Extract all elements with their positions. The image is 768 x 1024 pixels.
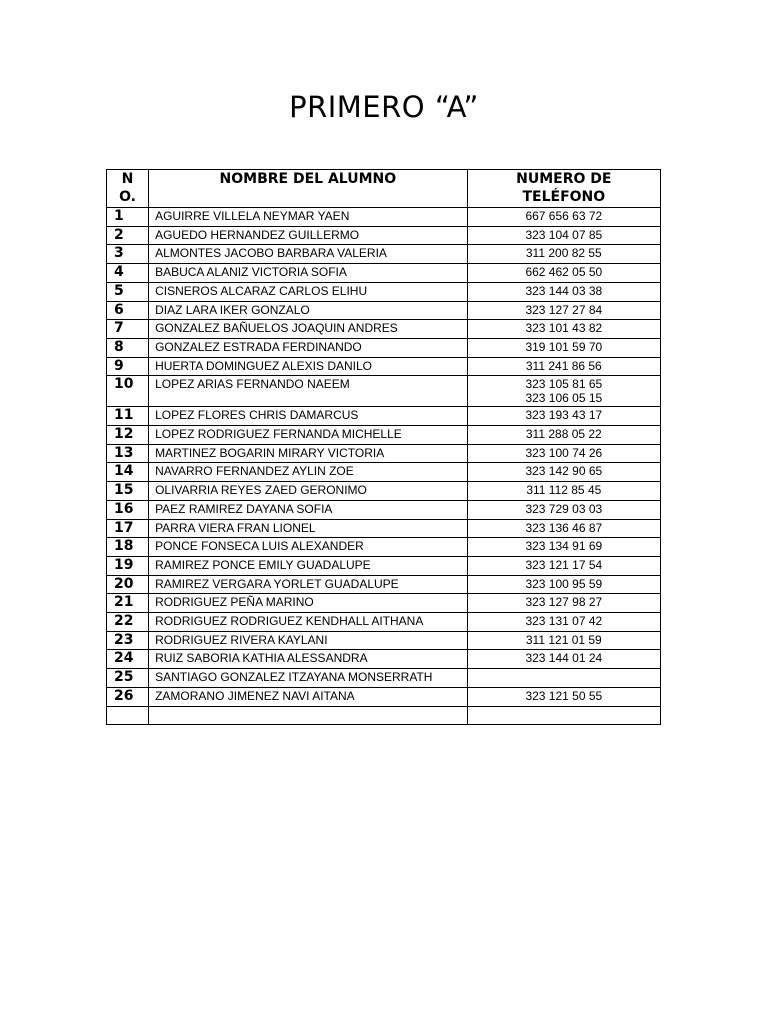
table-row [107, 357, 661, 376]
student-phone [467, 556, 660, 575]
phone-number: 323 121 17 54 [525, 557, 603, 572]
student-name [149, 706, 468, 725]
table-row [107, 245, 661, 264]
table-row [107, 407, 661, 426]
phone-number: 323 104 07 85 [525, 227, 603, 242]
student-number: 1 [107, 208, 149, 227]
student-phone [467, 301, 660, 320]
student-phone [467, 376, 660, 407]
student-phone [467, 669, 660, 688]
student-name: AGUEDO HERNANDEZ GUILLERMO [149, 226, 468, 245]
phone-number: 319 101 59 70 [525, 339, 603, 354]
student-phone [467, 407, 660, 426]
student-phone [467, 245, 660, 264]
student-phone [467, 482, 660, 501]
student-phone [467, 282, 660, 301]
student-phone [467, 338, 660, 357]
table-row [107, 575, 661, 594]
phone-number: 323 136 46 87 [525, 520, 603, 535]
table-body [107, 208, 661, 725]
phone-number: 323 101 43 82 [525, 321, 603, 336]
phone-number: 311 288 05 22 [525, 427, 602, 442]
student-name: RAMIREZ VERGARA YORLET GUADALUPE [149, 575, 468, 594]
table-row [107, 338, 661, 357]
phone-number: 323 142 90 65 [525, 464, 603, 479]
student-number: 4 [107, 264, 149, 283]
phone-number: 323 134 91 69 [525, 539, 603, 554]
student-name: RUIZ SABORIA KATHIA ALESSANDRA [149, 650, 468, 669]
student-phone [467, 538, 660, 557]
student-phone [467, 519, 660, 538]
table-row [107, 500, 661, 519]
table-row [107, 556, 661, 575]
table-row [107, 706, 661, 725]
table-row [107, 687, 661, 706]
student-name: PAEZ RAMIREZ DAYANA SOFIA [149, 500, 468, 519]
student-name: ZAMORANO JIMENEZ NAVI AITANA [149, 687, 468, 706]
student-phone [467, 650, 660, 669]
student-name: GONZALEZ BAÑUELOS JOAQUIN ANDRES [149, 320, 468, 339]
student-phone [467, 320, 660, 339]
table-row [107, 426, 661, 445]
student-number: 7 [107, 320, 149, 339]
table-row [107, 482, 661, 501]
student-phone [467, 226, 660, 245]
student-phone [467, 500, 660, 519]
student-number: 25 [107, 669, 149, 688]
student-name: BABUCA ALANIZ VICTORIA SOFIA [149, 264, 468, 283]
student-phone [467, 357, 660, 376]
table-row [107, 463, 661, 482]
student-number: 26 [107, 687, 149, 706]
student-number: 11 [107, 407, 149, 426]
table-row [107, 594, 661, 613]
phone-number: 323 144 01 24 [525, 651, 603, 666]
table-row [107, 444, 661, 463]
student-number: 10 [107, 376, 149, 407]
table-row [107, 376, 661, 407]
student-name: LOPEZ RODRIGUEZ FERNANDA MICHELLE [149, 426, 468, 445]
student-phone [467, 463, 660, 482]
student-number: 21 [107, 594, 149, 613]
student-number: 5 [107, 282, 149, 301]
student-number: 3 [107, 245, 149, 264]
page-title: PRIMERO “A” [289, 90, 479, 124]
phone-number: 323 729 03 03 [525, 501, 603, 516]
student-name: RODRIGUEZ PEÑA MARINO [149, 594, 468, 613]
student-phone [467, 264, 660, 283]
student-name: PONCE FONSECA LUIS ALEXANDER [149, 538, 468, 557]
student-name: GONZALEZ ESTRADA FERDINANDO [149, 338, 468, 357]
student-name: ALMONTES JACOBO BARBARA VALERIA [149, 245, 468, 264]
phone-number: 311 241 86 56 [525, 358, 602, 373]
student-number: 12 [107, 426, 149, 445]
phone-number: 323 144 03 38 [525, 283, 603, 298]
student-phone [467, 208, 660, 227]
student-name: AGUIRRE VILLELA NEYMAR YAEN [149, 208, 468, 227]
student-name: LOPEZ FLORES CHRIS DAMARCUS [149, 407, 468, 426]
student-name: CISNEROS ALCARAZ CARLOS ELIHU [149, 282, 468, 301]
phone-number: 323 127 98 27 [525, 595, 603, 610]
student-number [107, 706, 149, 725]
student-number: 17 [107, 519, 149, 538]
student-name: NAVARRO FERNANDEZ AYLIN ZOE [149, 463, 468, 482]
student-name: RODRIGUEZ RIVERA KAYLANI [149, 631, 468, 650]
student-roster-table [106, 169, 661, 725]
phone-number: 323 131 07 42 [525, 614, 603, 629]
student-number: 15 [107, 482, 149, 501]
table-row [107, 301, 661, 320]
student-phone [467, 444, 660, 463]
student-phone [467, 575, 660, 594]
table-row [107, 226, 661, 245]
phone-number: 311 121 01 59 [525, 632, 602, 647]
student-phone [467, 687, 660, 706]
table-row [107, 208, 661, 227]
table-row [107, 320, 661, 339]
header-no: NO. [107, 170, 149, 208]
student-name: DIAZ LARA IKER GONZALO [149, 301, 468, 320]
table-header-row [107, 170, 661, 208]
student-name: MARTINEZ BOGARIN MIRARY VICTORIA [149, 444, 468, 463]
phone-number: 323 105 81 65 [525, 377, 603, 392]
student-number: 23 [107, 631, 149, 650]
student-number: 19 [107, 556, 149, 575]
table-row [107, 613, 661, 632]
student-number: 18 [107, 538, 149, 557]
student-number: 24 [107, 650, 149, 669]
student-phone [467, 426, 660, 445]
student-phone [467, 594, 660, 613]
student-name: HUERTA DOMINGUEZ ALEXIS DANILO [149, 357, 468, 376]
phone-number: 667 656 63 72 [525, 209, 603, 223]
student-phone [467, 706, 660, 725]
student-number: 13 [107, 444, 149, 463]
student-name: OLIVARRIA REYES ZAED GERONIMO [149, 482, 468, 501]
student-name: LOPEZ ARIAS FERNANDO NAEEM [149, 376, 468, 407]
phone-number: 323 121 50 55 [525, 688, 603, 703]
phone-number: 311 200 82 55 [525, 246, 602, 261]
phone-number: 662 462 05 50 [525, 265, 603, 280]
table-row [107, 282, 661, 301]
student-name: PARRA VIERA FRAN LIONEL [149, 519, 468, 538]
student-phone [467, 631, 660, 650]
student-name: SANTIAGO GONZALEZ ITZAYANA MONSERRATH [149, 669, 468, 688]
header-phone-number: NUMERO DE TELÉFONO [467, 170, 660, 208]
phone-number: 323 106 05 15 [525, 391, 603, 406]
student-number: 2 [107, 226, 149, 245]
table-row [107, 631, 661, 650]
student-phone [467, 613, 660, 632]
phone-number: 323 127 27 84 [525, 302, 603, 317]
phone-number: 311 112 85 45 [526, 483, 602, 498]
table-row [107, 264, 661, 283]
table-row [107, 650, 661, 669]
phone-number: 323 193 43 17 [525, 408, 603, 423]
phone-number: 323 100 74 26 [525, 445, 603, 460]
student-number: 20 [107, 575, 149, 594]
student-number: 8 [107, 338, 149, 357]
student-name: RAMIREZ PONCE EMILY GUADALUPE [149, 556, 468, 575]
student-number: 14 [107, 463, 149, 482]
table-row [107, 538, 661, 557]
student-number: 9 [107, 357, 149, 376]
student-name: RODRIGUEZ RODRIGUEZ KENDHALL AITHANA [149, 613, 468, 632]
student-number: 16 [107, 500, 149, 519]
student-number: 6 [107, 301, 149, 320]
phone-number: 323 100 95 59 [525, 576, 603, 591]
table-row [107, 519, 661, 538]
student-number: 22 [107, 613, 149, 632]
header-student-name: NOMBRE DEL ALUMNO [149, 170, 468, 208]
table-row [107, 669, 661, 688]
